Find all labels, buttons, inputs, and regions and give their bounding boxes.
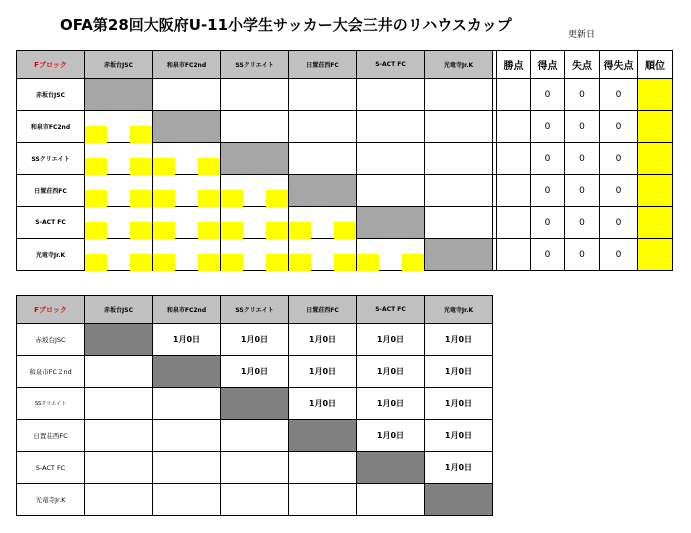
goal-diff-cell: 0 [600,207,638,239]
diagonal-cell [221,388,289,420]
col-header-team: SSクリエイト [221,51,289,79]
result-cell [425,79,493,111]
goals-against-cell: 0 [565,143,600,175]
col-header-goal-diff: 得失点 [600,51,638,79]
match-date-cell: 1月0日 [289,388,357,420]
row-header-team: 光竜寺Jr.K [17,484,85,516]
diagonal-cell [289,175,357,207]
col-header-win-points: 勝点 [497,51,531,79]
col-header-team: 日置荘西FC [289,51,357,79]
row-header-team: 光竜寺Jr.K [17,239,85,271]
empty-cell [85,484,153,516]
row-header-team: S-ACT FC [17,452,85,484]
result-cell [289,79,357,111]
row-header-team: SSクリエイト [17,388,85,420]
diagonal-cell [153,111,221,143]
match-date-cell: 1月0日 [357,388,425,420]
win-points-cell [497,175,531,207]
score-mark [85,190,107,207]
empty-cell [153,388,221,420]
match-date-cell: 1月0日 [357,324,425,356]
table-row [17,111,673,143]
row-header-team: 日置荘西FC [17,420,85,452]
table-row [17,143,673,175]
row-header-team: 赤坂台JSC [17,79,85,111]
match-date-cell: 1月0日 [357,420,425,452]
rank-cell [638,207,673,239]
goal-diff-cell: 0 [600,143,638,175]
score-mark [357,254,379,271]
empty-cell [85,452,153,484]
empty-cell [153,452,221,484]
rank-cell [638,79,673,111]
result-cell [153,207,221,239]
table-row [17,356,493,388]
match-date-cell: 1月0日 [289,324,357,356]
result-cell [221,111,289,143]
result-cell [425,207,493,239]
empty-cell [85,388,153,420]
score-mark [85,158,107,175]
result-cell [425,111,493,143]
match-date-cell: 1月0日 [357,356,425,388]
table-row [17,452,493,484]
col-header-team: 日置荘西FC [289,296,357,324]
score-mark [85,254,107,271]
goal-diff-cell: 0 [600,111,638,143]
table-row [17,79,673,111]
result-cell [153,143,221,175]
empty-cell [153,484,221,516]
col-header-team: S-ACT FC [357,51,425,79]
row-header-team: S-ACT FC [17,207,85,239]
empty-cell [153,420,221,452]
diagonal-cell [153,356,221,388]
goals-against-cell: 0 [565,111,600,143]
table-row [17,239,673,271]
col-header-rank: 順位 [638,51,673,79]
score-mark [289,254,311,271]
row-header-team: SSクリエイト [17,143,85,175]
goals-against-cell: 0 [565,239,600,271]
score-mark [130,126,152,143]
score-mark [266,190,288,207]
row-header-team: 赤坂台JSC [17,324,85,356]
win-points-cell [497,143,531,175]
diagonal-cell [357,452,425,484]
col-header-team: SSクリエイト [221,296,289,324]
match-date-cell: 1月0日 [425,388,493,420]
score-mark [334,222,356,239]
score-mark [402,254,424,271]
goals-for-cell: 0 [531,111,565,143]
block-label: Fブロック [17,51,85,79]
score-mark [85,222,107,239]
row-header-team: 和泉市FC２nd [17,356,85,388]
match-date-cell: 1月0日 [425,420,493,452]
block-label: Fブロック [17,296,85,324]
match-date-cell: 1月0日 [425,356,493,388]
result-cell [357,79,425,111]
goals-for-cell: 0 [531,207,565,239]
result-cell [221,175,289,207]
result-cell [289,111,357,143]
score-mark [266,222,288,239]
score-mark [221,190,243,207]
goals-for-cell: 0 [531,175,565,207]
col-header-goals-against: 失点 [565,51,600,79]
score-mark [153,158,175,175]
result-cell [85,207,153,239]
rank-cell [638,239,673,271]
col-header-team: 和泉市FC2nd [153,296,221,324]
empty-cell [289,484,357,516]
score-mark [198,190,220,207]
score-mark [130,222,152,239]
rank-cell [638,111,673,143]
score-mark [334,254,356,271]
goals-for-cell: 0 [531,239,565,271]
header-row [17,296,493,324]
result-cell [357,143,425,175]
result-cell [85,143,153,175]
table-row [17,420,493,452]
result-cell [85,175,153,207]
updated-label: 更新日 [568,30,596,40]
table-row [17,484,493,516]
col-header-team: 光竜寺Jr.K [425,296,493,324]
result-cell [221,207,289,239]
result-cell [85,239,153,271]
diagonal-cell [289,420,357,452]
result-cell [289,239,357,271]
result-cell [221,239,289,271]
score-mark [153,254,175,271]
col-header-team: 光竜寺Jr.K [425,51,493,79]
table-row [17,324,493,356]
header-row [17,51,673,79]
win-points-cell [497,207,531,239]
diagonal-cell [357,207,425,239]
score-mark [130,254,152,271]
col-header-goals-for: 得点 [531,51,565,79]
diagonal-cell [425,239,493,271]
score-mark [198,222,220,239]
score-mark [198,254,220,271]
col-header-team: 赤坂台JSC [85,296,153,324]
col-header-team: S-ACT FC [357,296,425,324]
diagonal-cell [85,324,153,356]
goal-diff-cell: 0 [600,239,638,271]
score-mark [289,222,311,239]
diagonal-cell [85,79,153,111]
score-mark [130,158,152,175]
score-mark [198,158,220,175]
goals-for-cell: 0 [531,79,565,111]
page-title: OFA第28回大阪府U-11小学生サッカー大会三井のリハウスカップ [60,16,512,34]
result-cell [85,111,153,143]
result-cell [221,79,289,111]
diagonal-cell [221,143,289,175]
empty-cell [221,452,289,484]
col-header-team: 和泉市FC2nd [153,51,221,79]
result-cell [289,143,357,175]
win-points-cell [497,79,531,111]
match-date-cell: 1月0日 [153,324,221,356]
row-header-team: 和泉市FC2nd [17,111,85,143]
empty-cell [357,484,425,516]
win-points-cell [497,239,531,271]
standings-table [16,50,673,271]
empty-cell [221,420,289,452]
empty-cell [289,452,357,484]
result-cell [425,175,493,207]
score-mark [266,254,288,271]
empty-cell [85,420,153,452]
rank-cell [638,175,673,207]
match-date-cell: 1月0日 [425,324,493,356]
goals-against-cell: 0 [565,79,600,111]
score-mark [130,190,152,207]
score-mark [221,222,243,239]
goal-diff-cell: 0 [600,79,638,111]
result-cell [357,239,425,271]
result-cell [357,175,425,207]
result-cell [289,207,357,239]
goal-diff-cell: 0 [600,175,638,207]
table-row [17,388,493,420]
empty-cell [221,484,289,516]
result-cell [153,239,221,271]
table-row [17,207,673,239]
goals-against-cell: 0 [565,207,600,239]
goals-against-cell: 0 [565,175,600,207]
rank-cell [638,143,673,175]
match-date-cell: 1月0日 [425,452,493,484]
match-date-cell: 1月0日 [221,324,289,356]
win-points-cell [497,111,531,143]
schedule-table [16,295,493,516]
result-cell [357,111,425,143]
match-date-cell: 1月0日 [289,356,357,388]
col-header-team: 赤坂台JSC [85,51,153,79]
score-mark [85,126,107,143]
score-mark [221,254,243,271]
score-mark [153,222,175,239]
result-cell [153,175,221,207]
match-date-cell: 1月0日 [221,356,289,388]
table-row [17,175,673,207]
goals-for-cell: 0 [531,143,565,175]
diagonal-cell [425,484,493,516]
result-cell [153,79,221,111]
result-cell [425,143,493,175]
row-header-team: 日置荘西FC [17,175,85,207]
empty-cell [85,356,153,388]
score-mark [153,190,175,207]
